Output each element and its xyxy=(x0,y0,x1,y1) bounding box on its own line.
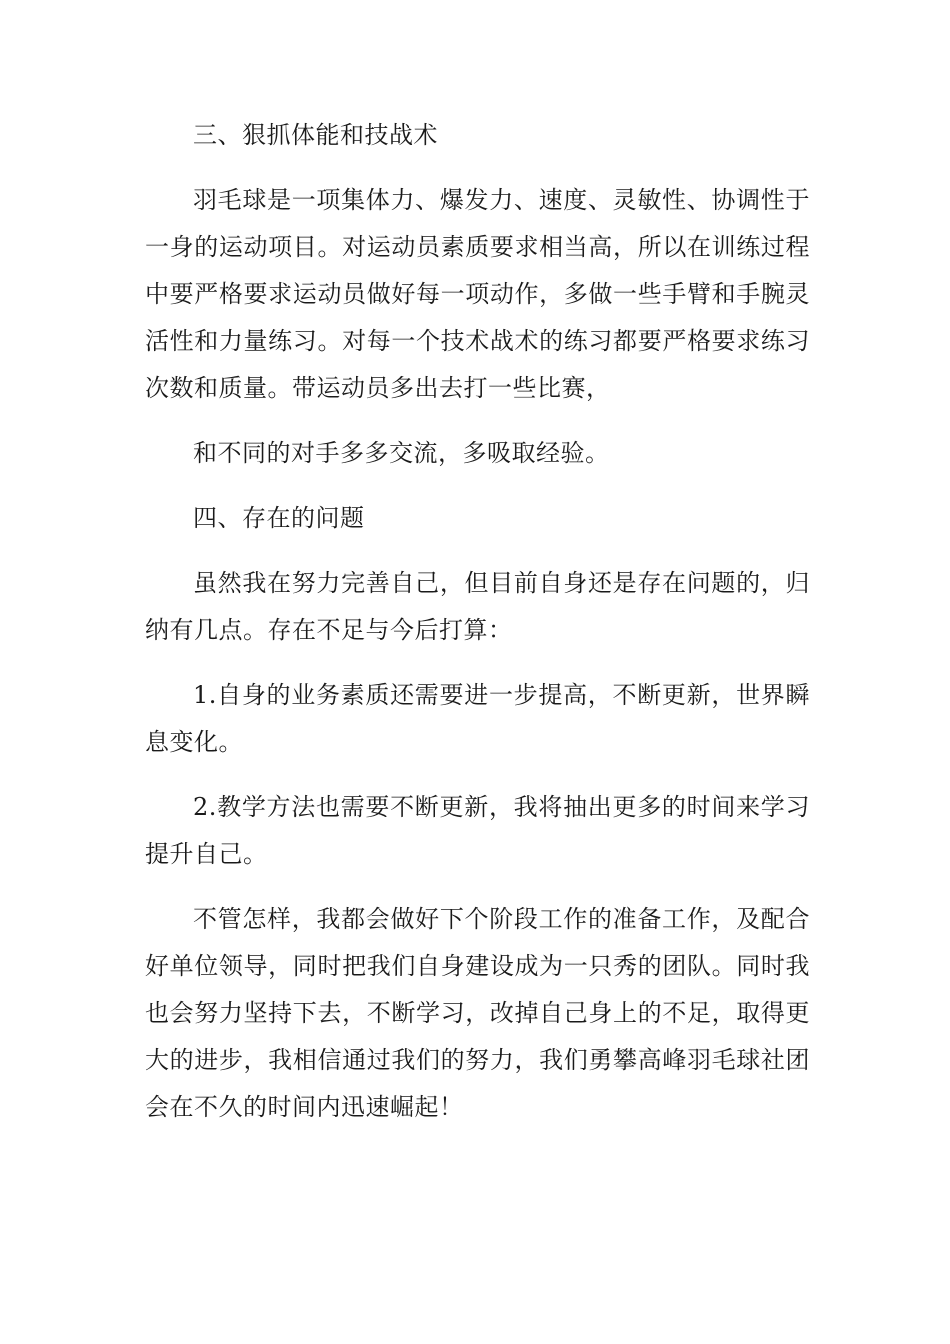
paragraph-problems-intro: 虽然我在努力完善自己，但目前自身还是存在问题的，归纳有几点。存在不足与今后打算： xyxy=(145,569,810,644)
section-heading-4: 四、存在的问题 xyxy=(193,504,365,532)
paragraph-exchange: 和不同的对手多多交流，多吸取经验。 xyxy=(193,439,610,467)
section-heading-3: 三、狠抓体能和技战术 xyxy=(193,121,438,149)
paragraph-conclusion: 不管怎样，我都会做好下个阶段工作的准备工作，及配合好单位领导，同时把我们自身建设成为一只秀的团队。同时我也会努力坚持下去，不断学习，改掉自己身上的不足，取得更大的进步，我相信通过我们的努力，我们勇攀高峰羽毛球社团会在不久的时间内迅速崛起！ xyxy=(145,905,810,1121)
paragraph-problem-1: 1.自身的业务素质还需要进一步提高，不断更新，世界瞬息变化。 xyxy=(145,681,810,756)
paragraph-problem-2: 2.教学方法也需要不断更新，我将抽出更多的时间来学习提升自己。 xyxy=(145,793,810,868)
paragraph-training: 羽毛球是一项集体力、爆发力、速度、灵敏性、协调性于一身的运动项目。对运动员素质要求相当高，所以在训练过程中要严格要求运动员做好每一项动作，多做一些手臂和手腕灵活性和力量练习。对每一个技术战术的练习都要严格要求练习次数和质量。带运动员多出去打一些比赛， xyxy=(145,186,810,402)
document-body xyxy=(145,112,810,1149)
